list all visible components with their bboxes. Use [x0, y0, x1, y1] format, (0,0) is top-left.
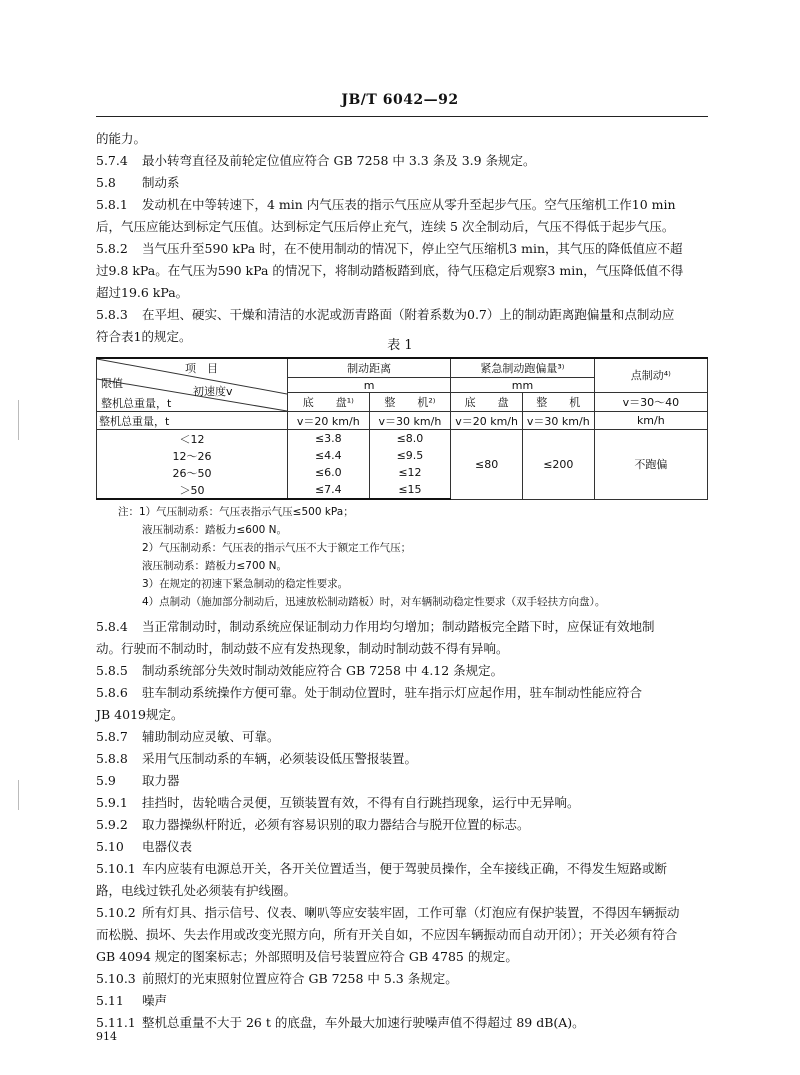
diagonal-header-cell [97, 358, 288, 412]
paragraph-line [96, 880, 708, 902]
paragraph-line [96, 704, 708, 726]
paragraph-line [96, 990, 708, 1012]
clause-text: 在平坦、硬实、干燥和清洁的水泥或沥青路面（附着系数为0.7）上的制动距离跑偏量和点制动应 [142, 307, 675, 322]
clause-number: 5.9.2 [96, 817, 128, 832]
sub-machine-dev: 整 机 [522, 392, 594, 411]
sub-chassis: 底 盘¹⁾ [288, 392, 370, 411]
clause-number: 5.10.2 [96, 905, 136, 920]
paragraph-line [96, 260, 708, 282]
clause-number: 5.8.2 [96, 241, 128, 256]
clause-text: 超过19.6 kPa。 [96, 285, 189, 300]
header-rule [96, 116, 708, 117]
paragraph-line [96, 128, 708, 150]
paragraph-line [96, 748, 708, 770]
sub-chassis-dev: 底 盘 [451, 392, 523, 411]
paragraph-line [96, 660, 708, 682]
clause-text: 而松脱、损坏、失去作用或改变光照方向，所有开关自如，不应因车辆振动而自动开闭）；开关必须有符合 [96, 927, 678, 942]
clause-text: 前照灯的光束照射位置应符合 GB 7258 中 5.3 条规定。 [142, 971, 458, 986]
paragraph-line [96, 770, 708, 792]
paragraph-line [96, 304, 708, 326]
clause-number: 5.8.5 [96, 663, 128, 678]
col-emergency-deviation: 紧急制动跑偏量³⁾ [451, 358, 594, 378]
brake-spec-table [96, 357, 708, 500]
machine-dist-cell: ≤9.5 [369, 447, 451, 464]
table-note: 2）气压制动系：气压表的指示气压不大于额定工作气压； [142, 542, 412, 554]
standard-header: JB/T 6042—92 [341, 92, 459, 108]
paragraph-line [96, 150, 708, 172]
body-text-top [96, 128, 708, 348]
clause-text: 电器仪表 [142, 839, 193, 854]
clause-text: 驻车制动系统操作方便可靠。处于制动位置时，驻车指示灯应起作用，驻车制动性能应符合 [142, 685, 643, 700]
paragraph-line [96, 682, 708, 704]
paragraph-line [96, 814, 708, 836]
mass-cell: ＞50 [97, 481, 288, 499]
table-note: 液压制动系：踏板力≤600 N。 [142, 524, 288, 536]
clause-text: JB 4019规定。 [96, 707, 184, 722]
clause-text: 动。行驶而不制动时，制动鼓不应有发热现象，制动时制动鼓不得有异响。 [96, 641, 509, 656]
clause-number: 5.8.8 [96, 751, 128, 766]
paragraph-line [96, 172, 708, 194]
clause-number: 5.11.1 [96, 1015, 136, 1030]
paragraph-line [96, 836, 708, 858]
table-note: 3）在规定的初速下紧急制动的稳定性要求。 [142, 578, 349, 590]
clause-text: 的能力。 [96, 131, 147, 146]
mass-header: 整机总重量，t [97, 412, 288, 430]
clause-number: 5.11 [96, 993, 124, 1008]
clause-text: 制动系统部分失效时制动效能应符合 GB 7258 中 4.12 条规定。 [142, 663, 504, 678]
diag-speed-label: 初速度v [193, 385, 233, 398]
clause-text: 过9.8 kPa。在气压为590 kPa 的情况下，将制动踏板踏到底，待气压稳定后观察3 min，气压降低值不得 [96, 263, 684, 278]
clause-text: 取力器 [142, 773, 180, 788]
mass-cell: ＜12 [97, 430, 288, 448]
speed-unit: km/h [594, 412, 707, 430]
paragraph-line [96, 968, 708, 990]
speed-cell-3: v＝20 km/h [451, 412, 523, 430]
speed-cell-1: v＝20 km/h [288, 412, 370, 430]
paragraph-line [96, 858, 708, 880]
machine-dist-cell: ≤8.0 [369, 430, 451, 448]
paragraph-line [96, 194, 708, 216]
body-text-bottom [96, 616, 708, 1034]
chassis-dist-cell: ≤6.0 [288, 464, 370, 481]
paragraph-line [96, 282, 708, 304]
clause-number: 5.8.7 [96, 729, 128, 744]
clause-text: 当气压升至590 kPa 时，在不使用制动的情况下，停止空气压缩机3 min，其气压的降低值应不超 [142, 241, 683, 256]
clause-text: 最小转弯直径及前轮定位值应符合 GB 7258 中 3.3 条及 3.9 条规定。 [142, 153, 536, 168]
chassis-dist-cell: ≤4.4 [288, 447, 370, 464]
table-caption: 表 1 [387, 338, 413, 353]
table-note: 注：1）气压制动系：气压表指示气压≤500 kPa； [118, 506, 354, 518]
clause-number: 5.8.1 [96, 197, 128, 212]
page-number: 914 [96, 1030, 117, 1043]
clause-text: 整机总重量不大于 26 t 的底盘，车外最大加速行驶噪声值不得超过 89 dB(A)。 [142, 1015, 585, 1030]
chassis-dist-cell: ≤3.8 [288, 430, 370, 448]
paragraph-line [96, 638, 708, 660]
sub-machine: 整 机²⁾ [369, 392, 451, 411]
clause-number: 5.10.1 [96, 861, 136, 876]
mass-cell: 26～50 [97, 464, 288, 481]
col-brake-distance-unit: m [288, 378, 451, 393]
paragraph-line [96, 1012, 708, 1034]
mass-cell: 12～26 [97, 447, 288, 464]
clause-number: 5.8.4 [96, 619, 128, 634]
clause-text: 符合表1的规定。 [96, 329, 192, 344]
paragraph-line [96, 216, 708, 238]
clause-number: 5.8.3 [96, 307, 128, 322]
clause-number: 5.9 [96, 773, 116, 788]
clause-text: 制动系 [142, 175, 180, 190]
machine-dist-cell: ≤12 [369, 464, 451, 481]
clause-text: 车内应装有电源总开关，各开关位置适当，便于驾驶员操作，全车接线正确，不得发生短路或断 [142, 861, 668, 876]
clause-number: 5.10.3 [96, 971, 136, 986]
paragraph-line [96, 902, 708, 924]
diag-mass-label: 整机总重量，t [101, 397, 172, 410]
clause-text: 后，气压应能达到标定气压值。达到标定气压后停止充气，连续 5 次全制动后，气压不得低于起步气压。 [96, 219, 675, 234]
paragraph-line [96, 238, 708, 260]
scan-margin-mark [18, 400, 19, 440]
clause-text: GB 4094 规定的图案标志；外部照明及信号装置应符合 GB 4785 的规定。 [96, 949, 518, 964]
clause-number: 5.8 [96, 175, 116, 190]
clause-number: 5.8.6 [96, 685, 128, 700]
col-point-brake: 点制动⁴⁾ [594, 358, 707, 392]
table-note: 4）点制动（施加部分制动后，迅速放松制动踏板）时，对车辆制动稳定性要求（双手轻扶方向盘）。 [142, 596, 606, 608]
table-note: 液压制动系：踏板力≤700 N。 [142, 560, 288, 572]
clause-text: 噪声 [142, 993, 168, 1008]
clause-number: 5.9.1 [96, 795, 128, 810]
deviation-machine-cell: ≤200 [522, 430, 594, 500]
paragraph-line [96, 924, 708, 946]
clause-text: 路，电线过铁孔处必须装有护线圈。 [96, 883, 297, 898]
clause-text: 采用气压制动系的车辆，必须装设低压警报装置。 [142, 751, 418, 766]
paragraph-line [96, 946, 708, 968]
clause-text: 辅助制动应灵敏、可靠。 [142, 729, 280, 744]
scan-margin-mark [18, 780, 19, 810]
clause-text: 所有灯具、指示信号、仪表、喇叭等应安装牢固，工作可靠（灯泡应有保护装置，不得因车辆振动 [142, 905, 680, 920]
chassis-dist-cell: ≤7.4 [288, 481, 370, 499]
paragraph-line [96, 616, 708, 638]
paragraph-line [96, 792, 708, 814]
table-notes [118, 503, 708, 611]
deviation-chassis-cell: ≤80 [451, 430, 523, 500]
clause-text: 挂挡时，齿轮啮合灵便，互锁装置有效，不得有自行跳挡现象，运行中无异响。 [142, 795, 580, 810]
diag-item-label: 项 目 [185, 362, 218, 375]
clause-text: 当正常制动时，制动系统应保证制动力作用均匀增加；制动踏板完全踏下时，应保证有效地制 [142, 619, 655, 634]
speed-cell-2: v＝30 km/h [369, 412, 451, 430]
clause-text: 发动机在中等转速下，4 min 内气压表的指示气压应从零升至起步气压。空气压缩机工作10 min [142, 197, 676, 212]
speed-range: v＝30～40 [594, 392, 707, 411]
point-brake-result: 不跑偏 [594, 430, 707, 500]
diag-limit-label: 限值 [101, 377, 123, 390]
speed-cell-4: v＝30 km/h [522, 412, 594, 430]
col-brake-distance: 制动距离 [288, 358, 451, 378]
paragraph-line [96, 726, 708, 748]
machine-dist-cell: ≤15 [369, 481, 451, 499]
clause-text: 取力器操纵杆附近，必须有容易识别的取力器结合与脱开位置的标志。 [142, 817, 530, 832]
clause-number: 5.10 [96, 839, 124, 854]
col-emergency-unit: mm [451, 378, 594, 393]
clause-number: 5.7.4 [96, 153, 128, 168]
